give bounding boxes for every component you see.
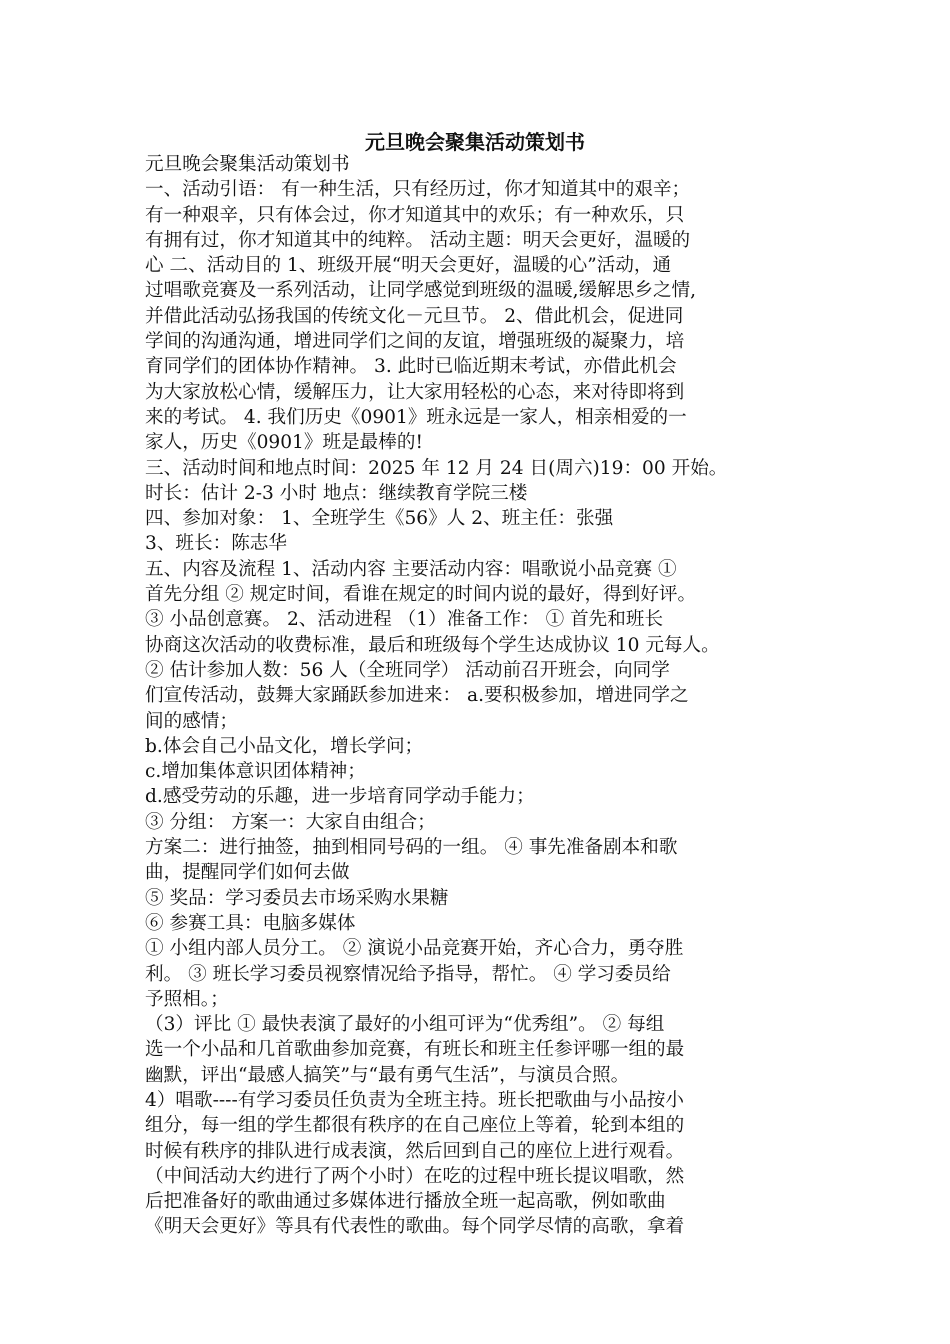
- text-line: ③ 分组： 方案一：大家自由组合；: [145, 811, 436, 833]
- text-line: ⑤ 奖品：学习委员去市场采购水果糖: [145, 887, 449, 909]
- text-line: 方案二：进行抽签，抽到相同号码的一组。 ④ 事先准备剧本和歌: [145, 837, 678, 859]
- text-line: 过唱歌竞赛及一系列活动，让同学感觉到班级的温暖,缓解思乡之情,: [145, 280, 697, 302]
- text-line: 间的感情；: [145, 710, 238, 732]
- text-line: 予照相。；: [145, 988, 229, 1010]
- text-line: 幽默，评出“最感人搞笑”与“最有勇气生活”，与演员合照。: [145, 1064, 630, 1086]
- text-line: 时长：估计 2-3 小时 地点：继续教育学院三楼: [145, 482, 528, 504]
- text-line: 4）唱歌----有学习委员任负责为全班主持。班长把歌曲与小品按小: [145, 1089, 684, 1111]
- text-line: 有一种艰辛，只有体会过，你才知道其中的欢乐；有一种欢乐，只: [145, 204, 685, 226]
- text-line: 元旦晚会聚集活动策划书: [145, 154, 350, 175]
- text-line: ③ 小品创意赛。 2、活动进程 （1）准备工作： ① 首先和班长: [145, 609, 664, 631]
- text-line: 心 二、活动目的 1、班级开展“明天会更好，温暖的心”活动，通: [145, 255, 672, 277]
- text-line: 并借此活动弘扬我国的传统文化－元旦节。 2、借此机会，促进同: [145, 305, 684, 327]
- text-line: 们宣传活动，鼓舞大家踊跃参加进来： a.要积极参加，增进同学之: [145, 685, 689, 707]
- text-line: 三、活动时间和地点时间：2025 年 12 月 24 日(周六)19：00 开始。: [145, 457, 728, 479]
- text-line: 选一个小品和几首歌曲参加竞赛，有班长和班主任参评哪一组的最: [145, 1039, 685, 1061]
- text-line: 育同学们的团体协作精神。 3. 此时已临近期末考试，亦借此机会: [145, 356, 677, 378]
- text-line: 为大家放松心情，缓解压力，让大家用轻松的心态，来对待即将到: [145, 381, 685, 403]
- text-line: 利。 ③ 班长学习委员视察情况给予指导，帮忙。 ④ 学习委员给: [145, 963, 671, 985]
- text-line: 有拥有过，你才知道其中的纯粹。 活动主题：明天会更好，温暖的: [145, 229, 691, 251]
- document-title: 元旦晚会聚集活动策划书: [365, 130, 585, 154]
- text-line: c.增加集体意识团体精神；: [145, 761, 366, 783]
- text-line: （3）评比 ① 最快表演了最好的小组可评为“优秀组”。 ② 每组: [145, 1014, 665, 1036]
- text-line: 3、班长：陈志华: [145, 533, 287, 555]
- text-line: ⑥ 参赛工具：电脑多媒体: [145, 912, 356, 934]
- text-line: 一、活动引语： 有一种生活，只有经历过，你才知道其中的艰辛；: [145, 179, 691, 201]
- text-line: ② 估计参加人数：56 人（全班同学） 活动前召开班会，向同学: [145, 659, 670, 681]
- document-body: [145, 152, 815, 1240]
- text-line: 家人，历史《0901》班是最棒的!: [145, 432, 423, 454]
- text-line: 学间的沟通沟通，增进同学们之间的友谊，增强班级的凝聚力，培: [145, 331, 685, 353]
- text-line: 四、参加对象： 1、全班学生《56》人 2、班主任：张强: [145, 508, 614, 530]
- text-line: 五、内容及流程 1、活动内容 主要活动内容：唱歌说小品竞赛 ①: [145, 558, 677, 580]
- text-line: 《明天会更好》等具有代表性的歌曲。每个同学尽情的高歌，拿着: [145, 1216, 685, 1238]
- text-line: 来的考试。 4. 我们历史《0901》班永远是一家人，相亲相爱的一: [145, 406, 687, 428]
- text-line: d.感受劳动的乐趣，进一步培育同学动手能力；: [145, 786, 535, 808]
- text-line: 后把准备好的歌曲通过多媒体进行播放全班一起高歌，例如歌曲: [145, 1191, 666, 1213]
- text-line: 曲，提醒同学们如何去做: [145, 862, 350, 884]
- text-line: b.体会自己小品文化，增长学问；: [145, 735, 424, 757]
- text-line: ① 小组内部人员分工。 ② 演说小品竞赛开始，齐心合力，勇夺胜: [145, 938, 684, 960]
- text-line: 协商这次活动的收费标准，最后和班级每个学生达成协议 10 元每人。: [145, 634, 720, 656]
- text-line: 组分，每一组的学生都很有秩序的在自己座位上等着，轮到本组的: [145, 1115, 685, 1137]
- text-line: 时候有秩序的排队进行成表演，然后回到自己的座位上进行观看。: [145, 1140, 685, 1162]
- text-line: 首先分组 ② 规定时间，看谁在规定的时间内说的最好，得到好评。: [145, 584, 697, 606]
- text-line: （中间活动大约进行了两个小时）在吃的过程中班长提议唱歌，然: [145, 1165, 685, 1187]
